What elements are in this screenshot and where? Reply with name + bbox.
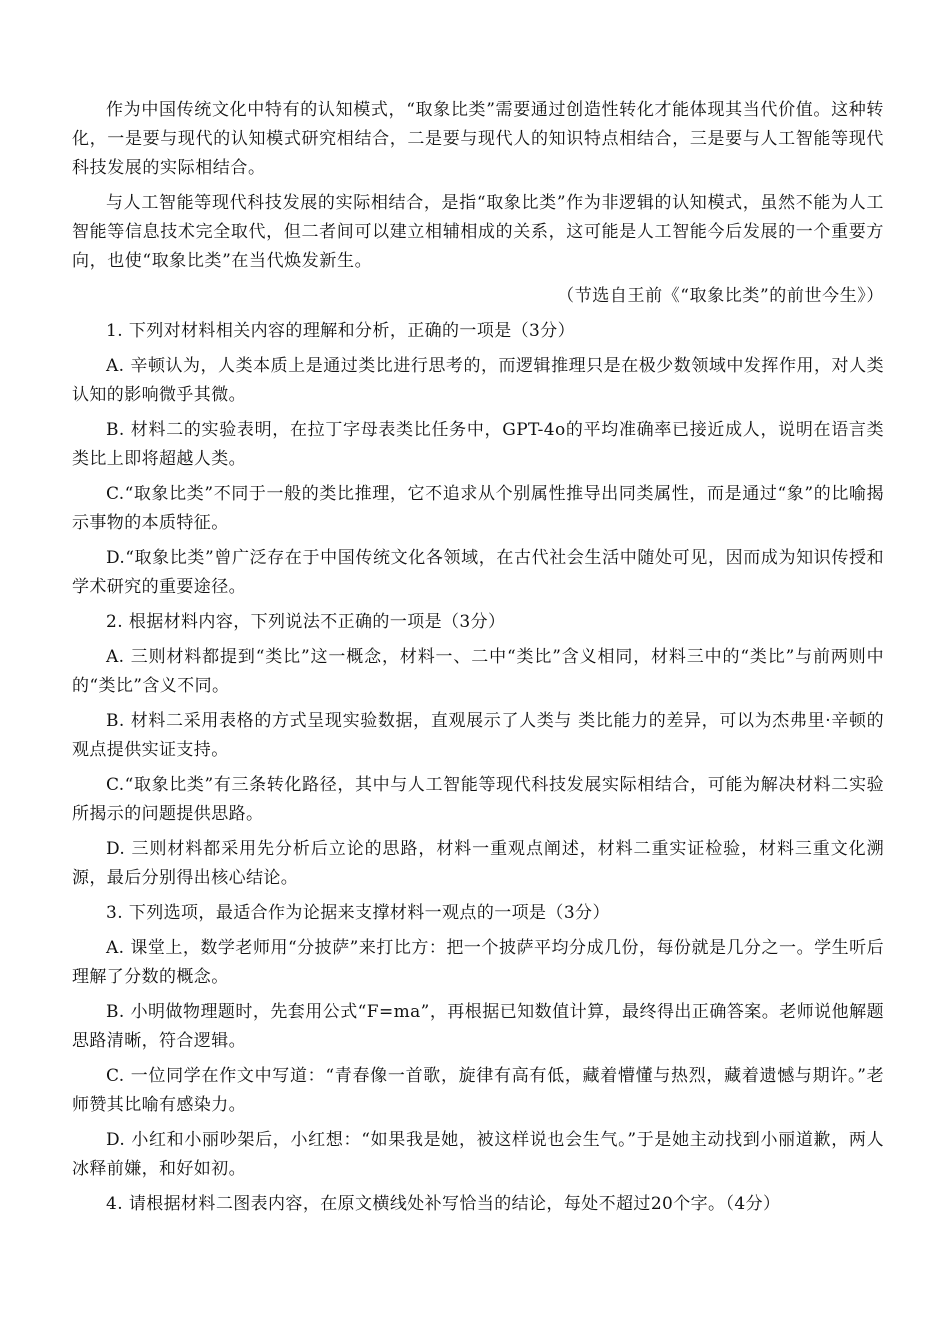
- question-3: [72, 899, 884, 1184]
- question-stem: 3. 下列选项，最适合作为论据来支撑材料一观点的一项是（3分）: [106, 903, 610, 923]
- option-d: D.“取象比类”曾广泛存在于中国传统文化各领域，在古代社会生活中随处可见，因而成为知识传授和学术研究的重要途径。: [72, 548, 884, 597]
- option-b: B. 小明做物理题时，先套用公式“F=ma”，再根据已知数值计算，最终得出正确答案。老师说他解题思路清晰，符合逻辑。: [72, 1002, 884, 1051]
- passage-source: （节选自王前《“取象比类”的前世今生》）: [557, 286, 884, 306]
- option-c: C.“取象比类”有三条转化路径，其中与人工智能等现代科技发展实际相结合，可能为解决材料二实验所揭示的问题提供思路。: [72, 775, 884, 824]
- question-stem: 4. 请根据材料二图表内容，在原文横线处补写恰当的结论，每处不超过20个字。（4分）: [106, 1194, 781, 1214]
- option-a: A. 三则材料都提到“类比”这一概念，材料一、二中“类比”含义相同，材料三中的“类比”与前两则中的“类比”含义不同。: [72, 647, 884, 696]
- option-c: C.“取象比类”不同于一般的类比推理，它不追求从个别属性推导出同类属性，而是通过“象”的比喻揭示事物的本质特征。: [72, 484, 884, 533]
- passage-paragraph-2: 与人工智能等现代科技发展的实际相结合，是指“取象比类”作为非逻辑的认知模式，虽然不能为人工智能等信息技术完全取代，但二者间可以建立相辅相成的关系，这可能是人工智能今后发展的一个重要方向，也使“取象比类”在当代焕发新生。: [72, 193, 884, 271]
- question-stem: 2. 根据材料内容，下列说法不正确的一项是（3分）: [106, 612, 506, 632]
- question-4: [72, 1190, 884, 1219]
- question-stem: 1. 下列对材料相关内容的理解和分析，正确的一项是（3分）: [106, 321, 576, 341]
- option-a: A. 辛顿认为，人类本质上是通过类比进行思考的，而逻辑推理只是在极少数领域中发挥作用，对人类认知的影响微乎其微。: [72, 356, 884, 405]
- option-d: D. 小红和小丽吵架后，小红想：“如果我是她，被这样说也会生气。”于是她主动找到小丽道歉，两人冰释前嫌，和好如初。: [72, 1130, 884, 1179]
- option-c: C. 一位同学在作文中写道：“青春像一首歌，旋律有高有低，藏着懵懂与热烈，藏着遗憾与期许。”老师赞其比喻有感染力。: [72, 1066, 884, 1115]
- question-2: [72, 608, 884, 893]
- question-1: [72, 317, 884, 602]
- passage: [72, 96, 884, 311]
- option-d: D. 三则材料都采用先分析后立论的思路，材料一重观点阐述，材料二重实证检验，材料三重文化溯源，最后分别得出核心结论。: [72, 839, 884, 888]
- document-page: [72, 96, 884, 1225]
- passage-paragraph-1: 作为中国传统文化中特有的认知模式，“取象比类”需要通过创造性转化才能体现其当代价值。这种转化，一是要与现代的认知模式研究相结合，二是要与现代人的知识特点相结合，三是要与人工智能等现代科技发展的实际相结合。: [72, 100, 884, 178]
- option-a: A. 课堂上，数学老师用“分披萨”来打比方：把一个披萨平均分成几份，每份就是几分之一。学生听后理解了分数的概念。: [72, 938, 884, 987]
- option-b: B. 材料二的实验表明，在拉丁字母表类比任务中，GPT-4o的平均准确率已接近成人，说明在语言类类比上即将超越人类。: [72, 420, 884, 469]
- option-b: B. 材料二采用表格的方式呈现实验数据，直观展示了人类与 类比能力的差异，可以为杰弗里·辛顿的观点提供实证支持。: [72, 711, 884, 760]
